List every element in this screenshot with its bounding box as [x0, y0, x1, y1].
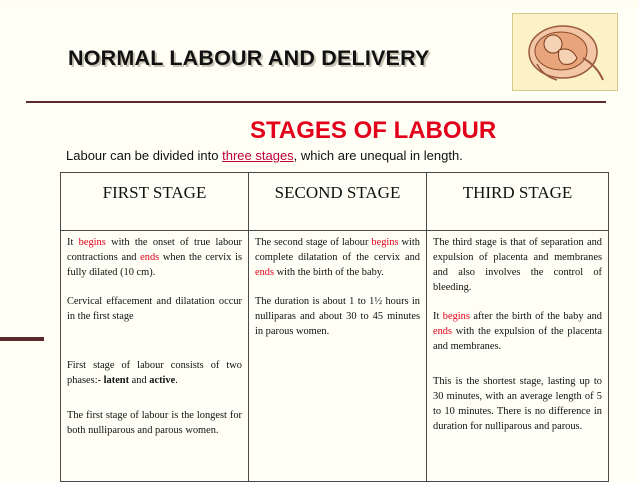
third-stage-cell	[427, 231, 609, 482]
table-body-row	[61, 231, 609, 482]
third-stage-paragraph-1: The third stage is that of separation and expulsion of placenta and membranes and also involves the control of bleeding.	[433, 237, 602, 293]
stages-table	[60, 172, 609, 482]
keyword-begins: begins	[78, 237, 106, 248]
keyword-begins: begins	[442, 311, 470, 322]
text-run: with the onset of true labour contractions and	[67, 237, 242, 263]
column-header-first-stage: FIRST STAGE	[61, 173, 249, 231]
third-stage-paragraph-3: This is the shortest stage, lasting up to 30 minutes, with an average length of 5 to 10 minutes. There is no difference in duration for nulliparous and parous.	[433, 376, 602, 432]
text-run: First stage of labour consists of two phases:-	[67, 360, 242, 386]
illustration-svg	[513, 14, 617, 90]
intro-text-after: , which are unequal in length.	[293, 148, 463, 163]
intro-sentence	[66, 148, 463, 163]
first-stage-paragraph-1	[67, 235, 242, 280]
text-run: with the birth of the baby.	[274, 267, 384, 278]
second-stage-paragraph-1	[255, 235, 420, 280]
keyword-latent: latent	[103, 375, 130, 386]
column-header-third-stage: THIRD STAGE	[427, 173, 609, 231]
text-run: with the expulsion of the placenta and membranes.	[433, 326, 602, 352]
first-stage-paragraph-2: Cervical effacement and dilatation occur in the first stage	[67, 296, 242, 322]
text-run: It	[433, 311, 443, 322]
first-stage-paragraph-4: The first stage of labour is the longest for both nulliparous and parous women.	[67, 410, 242, 436]
text-run: after the birth of the baby and	[469, 311, 602, 322]
keyword-ends: ends	[433, 326, 453, 337]
first-stage-paragraph-3	[67, 358, 242, 388]
text-run: The second stage of labour	[255, 237, 372, 248]
second-stage-paragraph-2: The duration is about 1 to 1½ hours in nulliparas and about 30 to 45 minutes in parous women.	[255, 296, 420, 337]
text-run: It	[67, 237, 79, 248]
intro-text-before: Labour can be divided into	[66, 148, 223, 163]
slide-title: NORMAL LABOUR AND DELIVERY	[68, 46, 430, 70]
second-stage-cell	[249, 231, 427, 482]
text-run: with complete dilatation of the cervix and	[255, 237, 421, 263]
section-heading: STAGES OF LABOUR	[250, 117, 497, 144]
uterus-fetus-illustration	[512, 13, 618, 91]
first-stage-cell	[61, 231, 249, 482]
keyword-active: active	[149, 375, 176, 386]
text-run: and	[129, 375, 150, 386]
keyword-ends: ends	[255, 267, 275, 278]
keyword-ends: ends	[140, 252, 160, 263]
top-strip	[0, 0, 638, 4]
text-run: when the cervix is fully dilated (10 cm).	[67, 252, 242, 278]
intro-highlight: three stages	[222, 148, 294, 163]
left-accent-bar	[0, 337, 44, 341]
table-header-row	[61, 173, 609, 231]
column-header-second-stage: SECOND STAGE	[249, 173, 427, 231]
header-divider	[26, 101, 606, 103]
keyword-begins: begins	[371, 237, 399, 248]
third-stage-paragraph-2	[433, 309, 602, 354]
text-run: .	[175, 375, 178, 386]
